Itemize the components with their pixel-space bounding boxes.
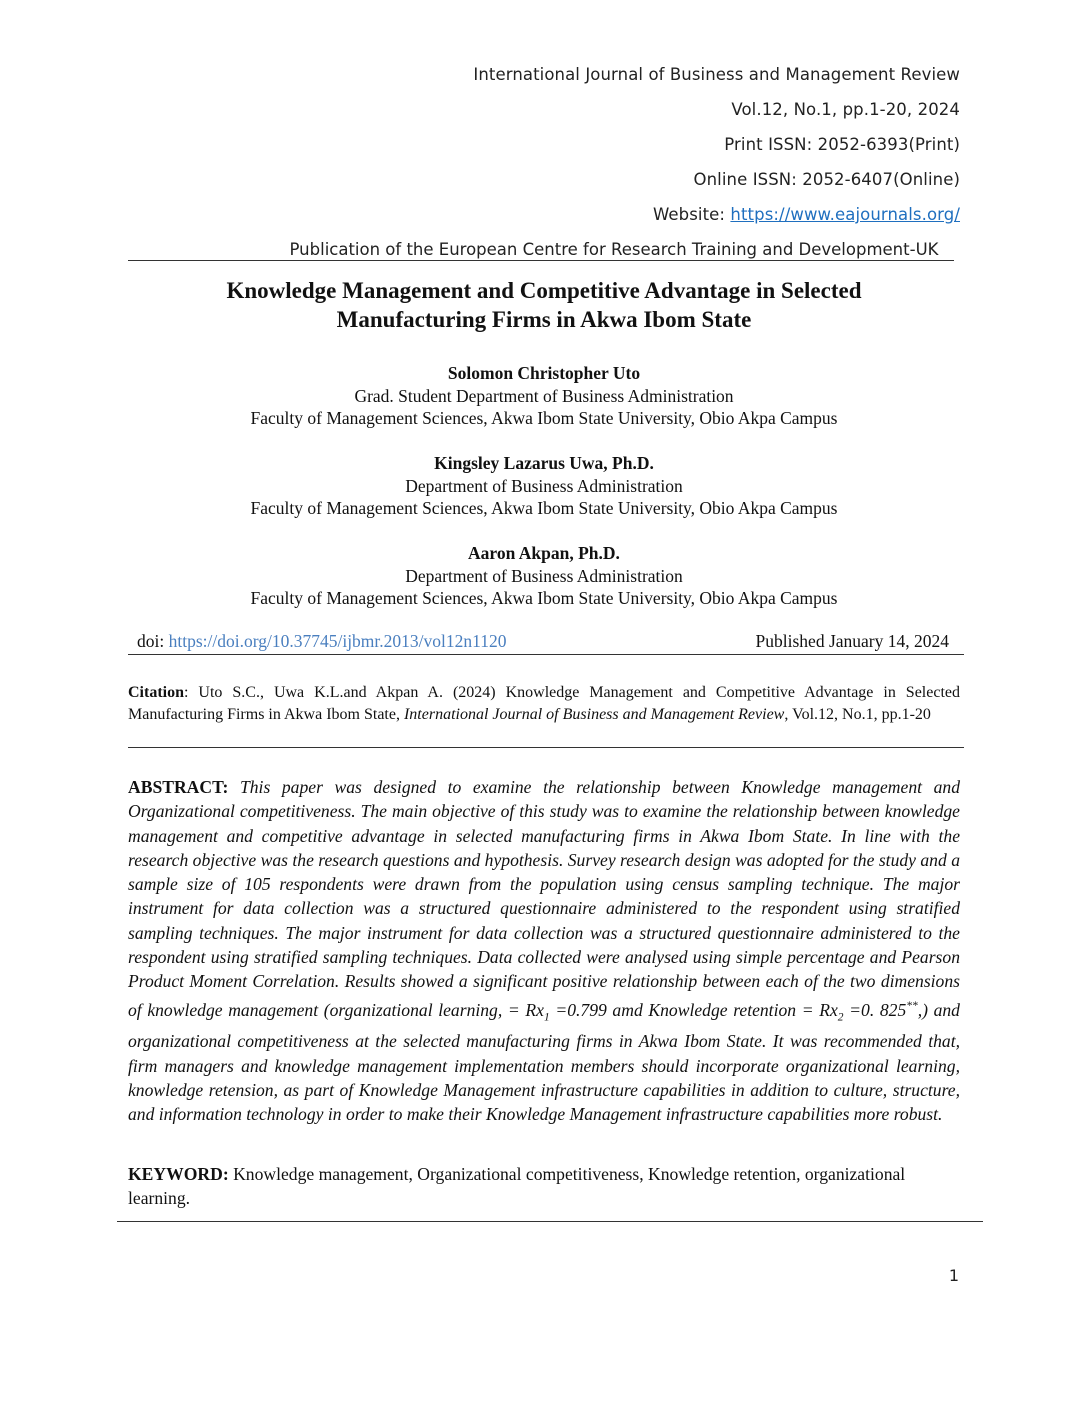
website-label: Website: [652,205,731,224]
page-number: 1 [948,1266,959,1285]
journal-name: International Journal of Business and Management Review [473,65,960,84]
header-divider [128,260,954,261]
title-line-1: Knowledge Management and Competitive Advantage in Selected [226,278,862,303]
citation-journal: International Journal of Business and Management Review [403,706,785,723]
website-link[interactable]: https://www.eajournals.org/ [730,205,960,224]
author-1 [0,362,1088,430]
author-faculty: Faculty of Management Sciences, Akwa Ibom State University, Obio Akpa Campus [250,588,838,608]
footer-divider [117,1221,983,1222]
abstract-text-1: This paper was designed to examine the relationship between Knowledge management and Organizational competitiveness. The main objective of this study was to examine the relationship between knowledge management and competitive advantage in selected manufacturing firms in Akwa Ibom State. In line with the research objective was the research questions and hypothesis. Survey research design was adopted for the study and a sample size of 105 respondents were drawn from the population using census sampling technique. The major instrument for data collection was a structured questionnaire administered to the respondent using stratified sampling techniques. The major instrument for data collection was a structured questionnaire administered to the respondent using stratified sampling techniques. Data collected were analysed using simple percentage and Pearson Product Moment Correlation. Results showed a significant positive relationship between each of the two dimensions of knowledge management (organizational learning, = Rx [128,777,960,1020]
published-date: Published January 14, 2024 [755,631,949,651]
author-name: Kingsley Lazarus Uwa, Ph.D. [434,453,654,473]
volume-info: Vol.12, No.1, pp.1-20, 2024 [731,100,960,119]
author-3 [0,542,1088,610]
citation-divider [128,747,964,748]
keywords [128,1162,960,1210]
keyword-text: Knowledge management, Organizational competitiveness, Knowledge retention, organizational learning. [128,1164,906,1208]
doi-label: doi: [137,631,169,651]
doi [137,631,506,652]
abstract-body [128,777,960,1124]
author-department: Department of Business Administration [405,565,683,586]
abstract [128,775,960,1127]
superscript-significance: ** [906,999,918,1012]
keyword-label: KEYWORD: [128,1164,229,1184]
citation-text-a: : Uto S.C., Uwa K.L.and Akpan A. (2024) Knowledge Management and Competitive Advantage in Selected Manufacturing Firms in Akwa Ibom State, [128,684,960,723]
print-issn: Print ISSN: 2052-6393(Print) [724,135,960,154]
subscript-2: 2 [837,1011,844,1024]
author-name: Aaron Akpan, Ph.D. [468,543,620,563]
online-issn: Online ISSN: 2052-6407(Online) [693,170,960,189]
abstract-text-4: ,) and organizational competitiveness at the selected manufacturing firms in Akwa Ibom State. It was recommended that, firm managers and knowledge management implementation members should incorporate organizational learning, knowledge retension, as part of Knowledge Management infrastructure capabilities in addition to culture, structure, and information technology in order to make their Knowledge Management infrastructure capabilities more robust. [128,999,960,1125]
subscript-1: 1 [543,1011,550,1024]
author-department: Department of Business Administration [405,475,683,496]
citation-label: Citation [128,684,184,701]
citation-text-b: , Vol.12, No.1, pp.1-20 [784,706,931,723]
author-faculty: Faculty of Management Sciences, Akwa Ibom State University, Obio Akpa Campus [250,408,838,428]
paper-title [0,276,1088,334]
abstract-label: ABSTRACT: [128,777,229,797]
author-name: Solomon Christopher Uto [447,363,641,383]
publisher-line: Publication of the European Centre for Research Training and Development-UK [289,240,939,259]
doi-link[interactable]: https://doi.org/10.37745/ijbmr.2013/vol12n1120 [168,631,507,651]
website-line [653,205,960,224]
doi-divider [128,654,964,655]
title-line-2: Manufacturing Firms in Akwa Ibom State [336,307,752,332]
author-2 [0,452,1088,520]
abstract-text-3: =0. 825 [843,999,907,1020]
citation [128,682,960,726]
abstract-text-2: =0.799 amd Knowledge retention = Rx [549,999,838,1020]
author-faculty: Faculty of Management Sciences, Akwa Ibom State University, Obio Akpa Campus [250,498,838,518]
author-department: Grad. Student Department of Business Administration [354,385,734,406]
